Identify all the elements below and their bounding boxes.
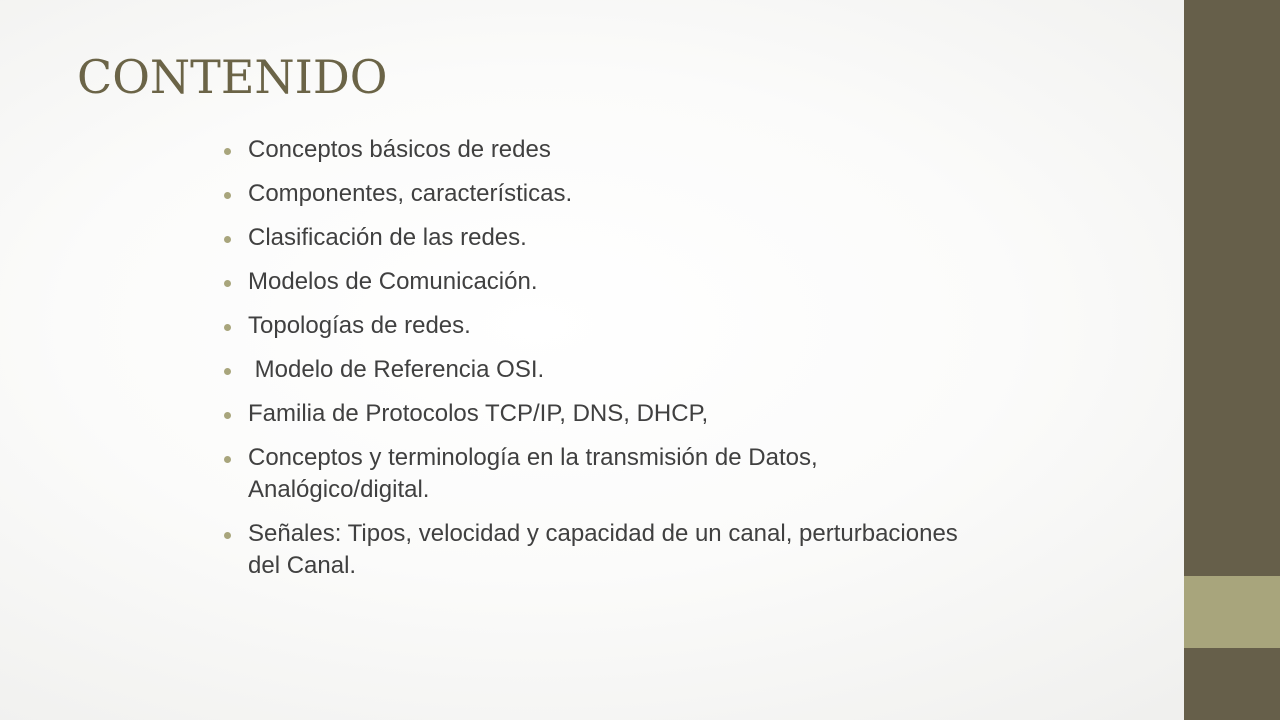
bullet-item: [222, 354, 962, 386]
bullet-text: Modelos de Comunicación.: [248, 268, 538, 295]
bullet-text: Señales: Tipos, velocidad y capacidad de un canal, perturbaciones del Canal.: [248, 520, 958, 579]
bullet-text: Componentes, características.: [248, 180, 573, 207]
bullet-item: [222, 398, 962, 430]
bullet-text: Modelo de Referencia OSI.: [248, 356, 545, 383]
bullet-item: [222, 310, 962, 342]
sidebar-band-dark-bottom: [1184, 648, 1280, 720]
bullet-item: [222, 222, 962, 254]
bullet-dot-icon: [224, 192, 231, 199]
bullet-text: Clasificación de las redes.: [248, 224, 527, 251]
bullet-item: [222, 442, 962, 506]
bullet-item: [222, 518, 962, 582]
bullet-dot-icon: [224, 456, 231, 463]
slide-title: CONTENIDO: [77, 50, 388, 104]
bullet-item: [222, 266, 962, 298]
sidebar-band-light: [1184, 576, 1280, 648]
bullet-dot-icon: [224, 148, 231, 155]
bullet-text: Conceptos básicos de redes: [248, 136, 551, 163]
bullet-dot-icon: [224, 324, 231, 331]
bullet-dot-icon: [224, 280, 231, 287]
sidebar-band-dark-top: [1184, 0, 1280, 576]
bullet-dot-icon: [224, 532, 231, 539]
bullet-text: Familia de Protocolos TCP/IP, DNS, DHCP,: [248, 400, 709, 427]
decorative-sidebar: [1184, 0, 1280, 720]
bullet-item: [222, 178, 962, 210]
bullet-text: Topologías de redes.: [248, 312, 471, 339]
bullet-dot-icon: [224, 412, 231, 419]
bullet-text: Conceptos y terminología en la transmisión de Datos, Analógico/digital.: [248, 444, 818, 503]
bullet-list: [222, 134, 962, 594]
bullet-item: [222, 134, 962, 166]
bullet-dot-icon: [224, 368, 231, 375]
bullet-dot-icon: [224, 236, 231, 243]
